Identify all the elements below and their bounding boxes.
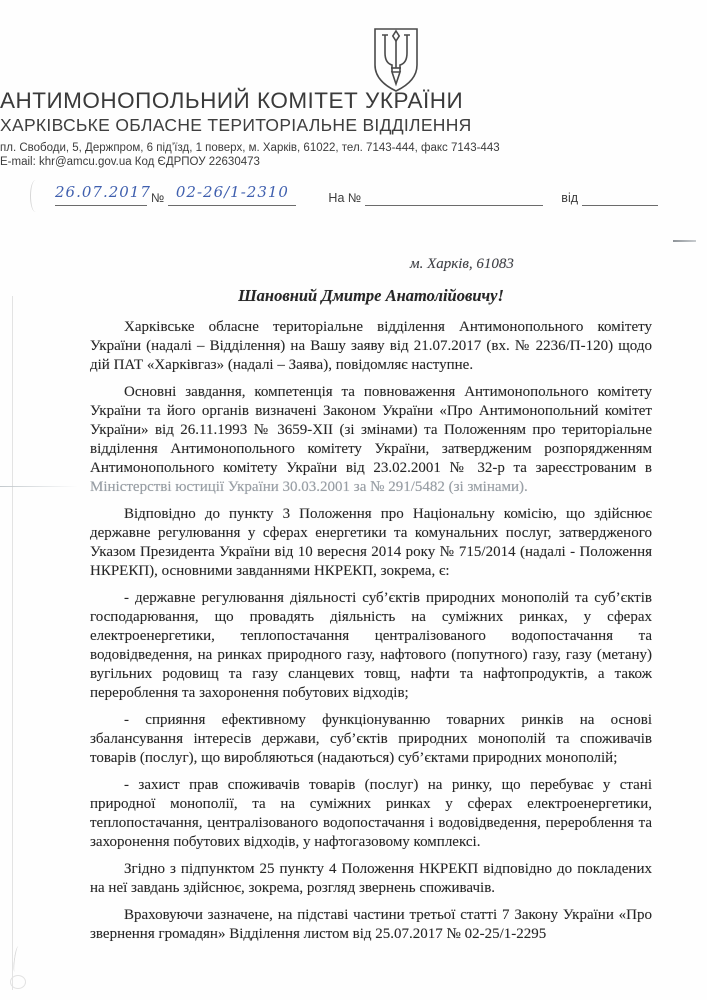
paragraph-text: Враховуючи зазначене, на підставі частини третьої статті 7 Закону України «Про звернення громадян» Відділення листом від 25.07.2017 № 02-25/1-2295	[90, 907, 652, 942]
from-date-field	[582, 183, 658, 206]
handwritten-number: 02-26/1-2310	[175, 183, 289, 201]
body-list-item	[90, 711, 652, 768]
paragraph-text: Харківське обласне територіальне відділення Антимонопольного комітету України (надалі – Відділення) на Вашу заяву від 21.07.2017 (вх. № 2236/П-120) щодо дій ПАТ «Харківгаз» (надалі – Заява), повідомляє наступне.	[90, 319, 652, 373]
paragraph-text: - державне регулювання діяльності суб’єктів природних монополій та суб’єктів господарювання, що провадять діяльність на суміжних ринках, у сферах електроенергетики, теплопостачання централізованого водопостачання та водовідведення, на ринках природного газу, нафтового (попутного) газу, газу (метану) вугільних родовищ та газу сланцевих товщ, нафти та нафтопродуктів, а також перероблення та захоронення побутових відходів;	[90, 590, 652, 701]
reply-to-field	[365, 183, 543, 206]
paragraph-text: - захист прав споживачів товарів (послуг) на ринку, що перебуває у стані природної монополії, та на суміжних ринках у сферах електроенергетики, теплопостачання, централізованого водопостачання і водовідведення, перероблення та захоронення побутових відходів, у нафтогазовому комплексі.	[90, 777, 652, 850]
city-line: м. Харків, 61083	[410, 256, 514, 272]
scan-margin-dash	[0, 486, 78, 487]
body-paragraph	[90, 860, 652, 898]
scan-dash-artifact	[673, 240, 696, 242]
paragraph-text: Згідно з підпунктом 25 пункту 4 Положення НКРЕКП відповідно до покладених на неї завдань здійснює, зокрема, розгляд звернень споживачів.	[90, 861, 652, 896]
division-name: ХАРКІВСЬКЕ ОБЛАСНЕ ТЕРИТОРІАЛЬНЕ ВІДДІЛЕННЯ	[0, 115, 472, 135]
trident-shield-icon	[371, 27, 421, 93]
address-line: пл. Свободи, 5, Держпром, 6 під’їзд, 1 поверх, м. Харків, 61022, тел. 7143-444, факс 7143-443	[0, 142, 500, 154]
paragraph-text: Відповідно до пункту 3 Положення про Національну комісію, що здійснює державне регулювання у сферах енергетики та комунальних послуг, затвердженого Указом Президента України від 10 вересня 2014 року № 715/2014 (надалі - Положення НКРЕКП), основними завданнями НКРЕКП, зокрема, є:	[90, 506, 652, 579]
scan-bracket-mark	[30, 180, 41, 212]
body-paragraph	[90, 383, 652, 497]
number-label: №	[151, 191, 165, 205]
outgoing-number-field	[168, 183, 296, 206]
body-list-item	[90, 776, 652, 852]
body-paragraph	[90, 505, 652, 581]
scan-speck	[12, 946, 21, 972]
body-paragraph	[90, 906, 652, 944]
letter-body	[90, 255, 652, 944]
body-list-item	[90, 589, 652, 703]
contact-line: E-mail: khr@amcu.gov.ua Код ЄДРПОУ 22630473	[0, 156, 260, 168]
date-field	[55, 183, 151, 206]
body-paragraph	[90, 318, 652, 375]
handwritten-date: 26.07.2017	[55, 183, 151, 201]
salutation: Шановний Дмитре Анатолійовичу!	[238, 286, 504, 305]
reply-to-label: На №	[328, 191, 362, 205]
paragraph-text: - сприяння ефективному функціонуванню товарних ринків на основі збалансування інтересів держави, суб’єктів природних монополій та споживачів товарів (послуг), що виробляються (надаються) суб’єктами природних монополій;	[90, 712, 652, 766]
faded-paragraph-text: Міністерстві юстиції України 30.03.2001 за № 291/5482 (зі змінами).	[90, 479, 528, 495]
organization-name: АНТИМОНОПОЛЬНИЙ КОМІТЕТ УКРАЇНИ	[0, 88, 464, 113]
from-label: від	[561, 191, 579, 205]
paragraph-text: Основні завдання, компетенція та повноваження Антимонопольного комітету України та його органів визначені Законом України «Про Антимонопольний комітет України» від 26.11.1993 № 3659-XII (зі змінами) та Положенням про територіальне відділення Антимонопольного комітету України, затвердженим розпорядженням Антимонопольного комітету України від 23.02.2001 № 32-р та зареєстрованим в	[90, 384, 652, 476]
scan-speck	[10, 975, 26, 989]
scan-edge-line	[12, 296, 13, 990]
reference-line	[55, 178, 665, 206]
